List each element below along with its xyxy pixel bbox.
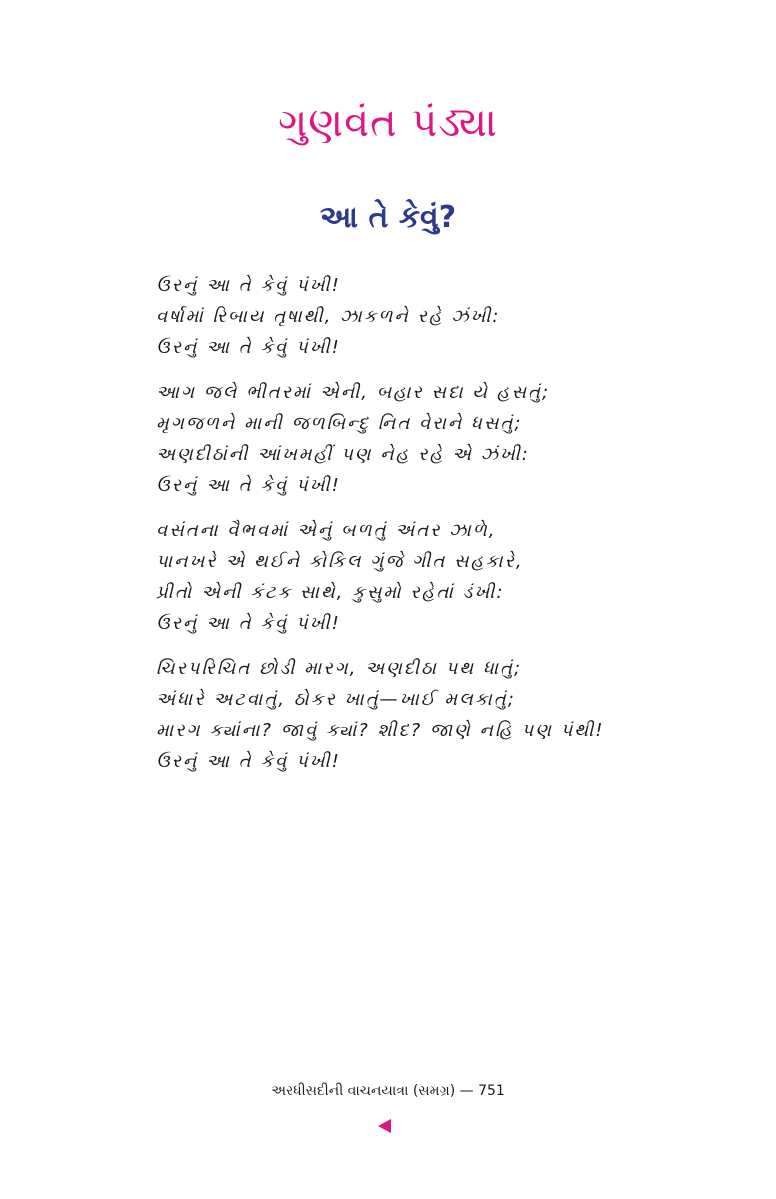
poem-line: વર્ષામાં રિબાય તૃષાથી, ઝાકળને રહે ઝંખી:	[156, 306, 501, 327]
poem-line: પ્રીતો એની કંટક સાથે, કુસુમો રહેતાં ડંખી:	[156, 582, 505, 603]
left-triangle-icon	[378, 1119, 391, 1133]
poem-line: વસંતના વૈભવમાં એનું બળતું અંતર ઝાળે,	[156, 520, 497, 541]
stanza-2	[156, 377, 756, 501]
poem-line: ઉરનું આ તે કેવું પંખી!	[156, 751, 341, 772]
poem-line: ઉરનું આ તે કેવું પંખી!	[156, 275, 341, 296]
poem-line: આગ જલે ભીતરમાં એની, બહાર સદા યે હસતું;	[156, 382, 551, 403]
poem-body	[156, 270, 756, 791]
poem-title: આ તે કેવું?	[319, 200, 457, 235]
poem-line: ચિરપરિચિત છોડી મારગ, અણદીઠા પથ ધાતું;	[156, 658, 523, 679]
poem-line: મૃગજળને માની જળબિન્દુ નિત વેરાને ધસતું;	[156, 413, 523, 434]
stanza-1	[156, 270, 756, 363]
stanza-3	[156, 515, 756, 639]
poem-line: ઉરનું આ તે કેવું પંખી!	[156, 337, 341, 358]
poem-line: ઉરનું આ તે કેવું પંખી!	[156, 613, 341, 634]
page-footer: અરધીસદીની વાચનયાત્રા (સમગ્ર) — 751	[271, 1083, 505, 1099]
poem-line: અંધારે અટવાતું, ઠોકર ખાતું—ખાઈ મલકાતું;	[156, 689, 516, 710]
poem-line: પાનખરે એ થઈને કોકિલ ગુંજે ગીત સહકારે,	[156, 551, 524, 572]
stanza-4	[156, 653, 756, 777]
poem-line: મારગ ક્યાંના? જાવું ક્યાં? શીદ? જાણે નહિ પણ પંથી!	[156, 720, 605, 741]
poem-line: ઉરનું આ તે કેવું પંખી!	[156, 475, 341, 496]
poem-line: અણદીઠાંની આંખમહીં પણ નેહ રહે એ ઝંખી:	[156, 444, 530, 465]
author-name: ગુણવંત પંડ્યા	[278, 100, 498, 146]
